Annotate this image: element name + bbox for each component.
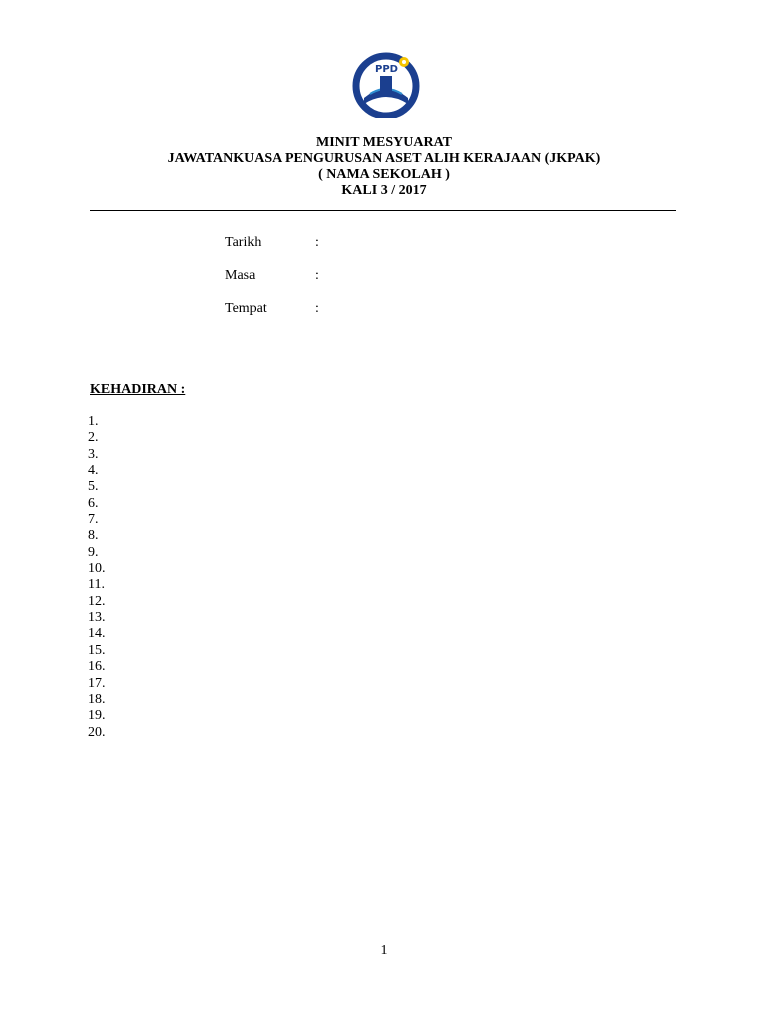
attendance-item: 13. [88, 610, 106, 626]
time-colon: : [315, 268, 319, 283]
attendance-item: 14. [88, 626, 106, 642]
title-line-4: KALI 3 / 2017 [341, 183, 427, 198]
attendance-heading: KEHADIRAN : [90, 382, 186, 397]
attendance-item: 20. [88, 724, 106, 740]
date-label: Tarikh [225, 235, 262, 250]
attendance-item: 18. [88, 691, 106, 707]
attendance-item: 7. [88, 512, 99, 528]
document-title-block [0, 135, 768, 199]
time-label: Masa [225, 268, 256, 283]
attendance-item: 2. [88, 430, 99, 446]
place-colon: : [315, 301, 319, 316]
attendance-item: 3. [88, 446, 99, 462]
attendance-item: 9. [88, 544, 99, 560]
place-label: Tempat [225, 301, 267, 316]
attendance-item: 1. [88, 414, 99, 429]
attendance-item: 17. [88, 675, 106, 691]
attendance-list [88, 414, 106, 741]
title-line-1: MINIT MESYUARAT [316, 135, 452, 150]
attendance-item: 5. [88, 479, 99, 495]
attendance-item: 16. [88, 659, 106, 675]
logo-emblem-text: PPD [375, 64, 398, 75]
attendance-item: 8. [88, 528, 99, 544]
attendance-item: 19. [88, 708, 106, 724]
date-colon: : [315, 235, 319, 250]
attendance-item: 15. [88, 642, 106, 658]
title-line-2: JAWATANKUASA PENGURUSAN ASET ALIH KERAJAAN (JKPAK) [167, 151, 601, 166]
attendance-item: 6. [88, 495, 99, 511]
ppd-logo-icon [350, 50, 422, 118]
attendance-item: 12. [88, 593, 106, 609]
title-line-3: ( NAMA SEKOLAH ) [318, 167, 450, 182]
attendance-item: 4. [88, 463, 99, 479]
page-number: 1 [380, 943, 388, 958]
header-divider [90, 210, 676, 211]
attendance-item: 11. [88, 577, 105, 593]
attendance-item: 10. [88, 561, 106, 577]
